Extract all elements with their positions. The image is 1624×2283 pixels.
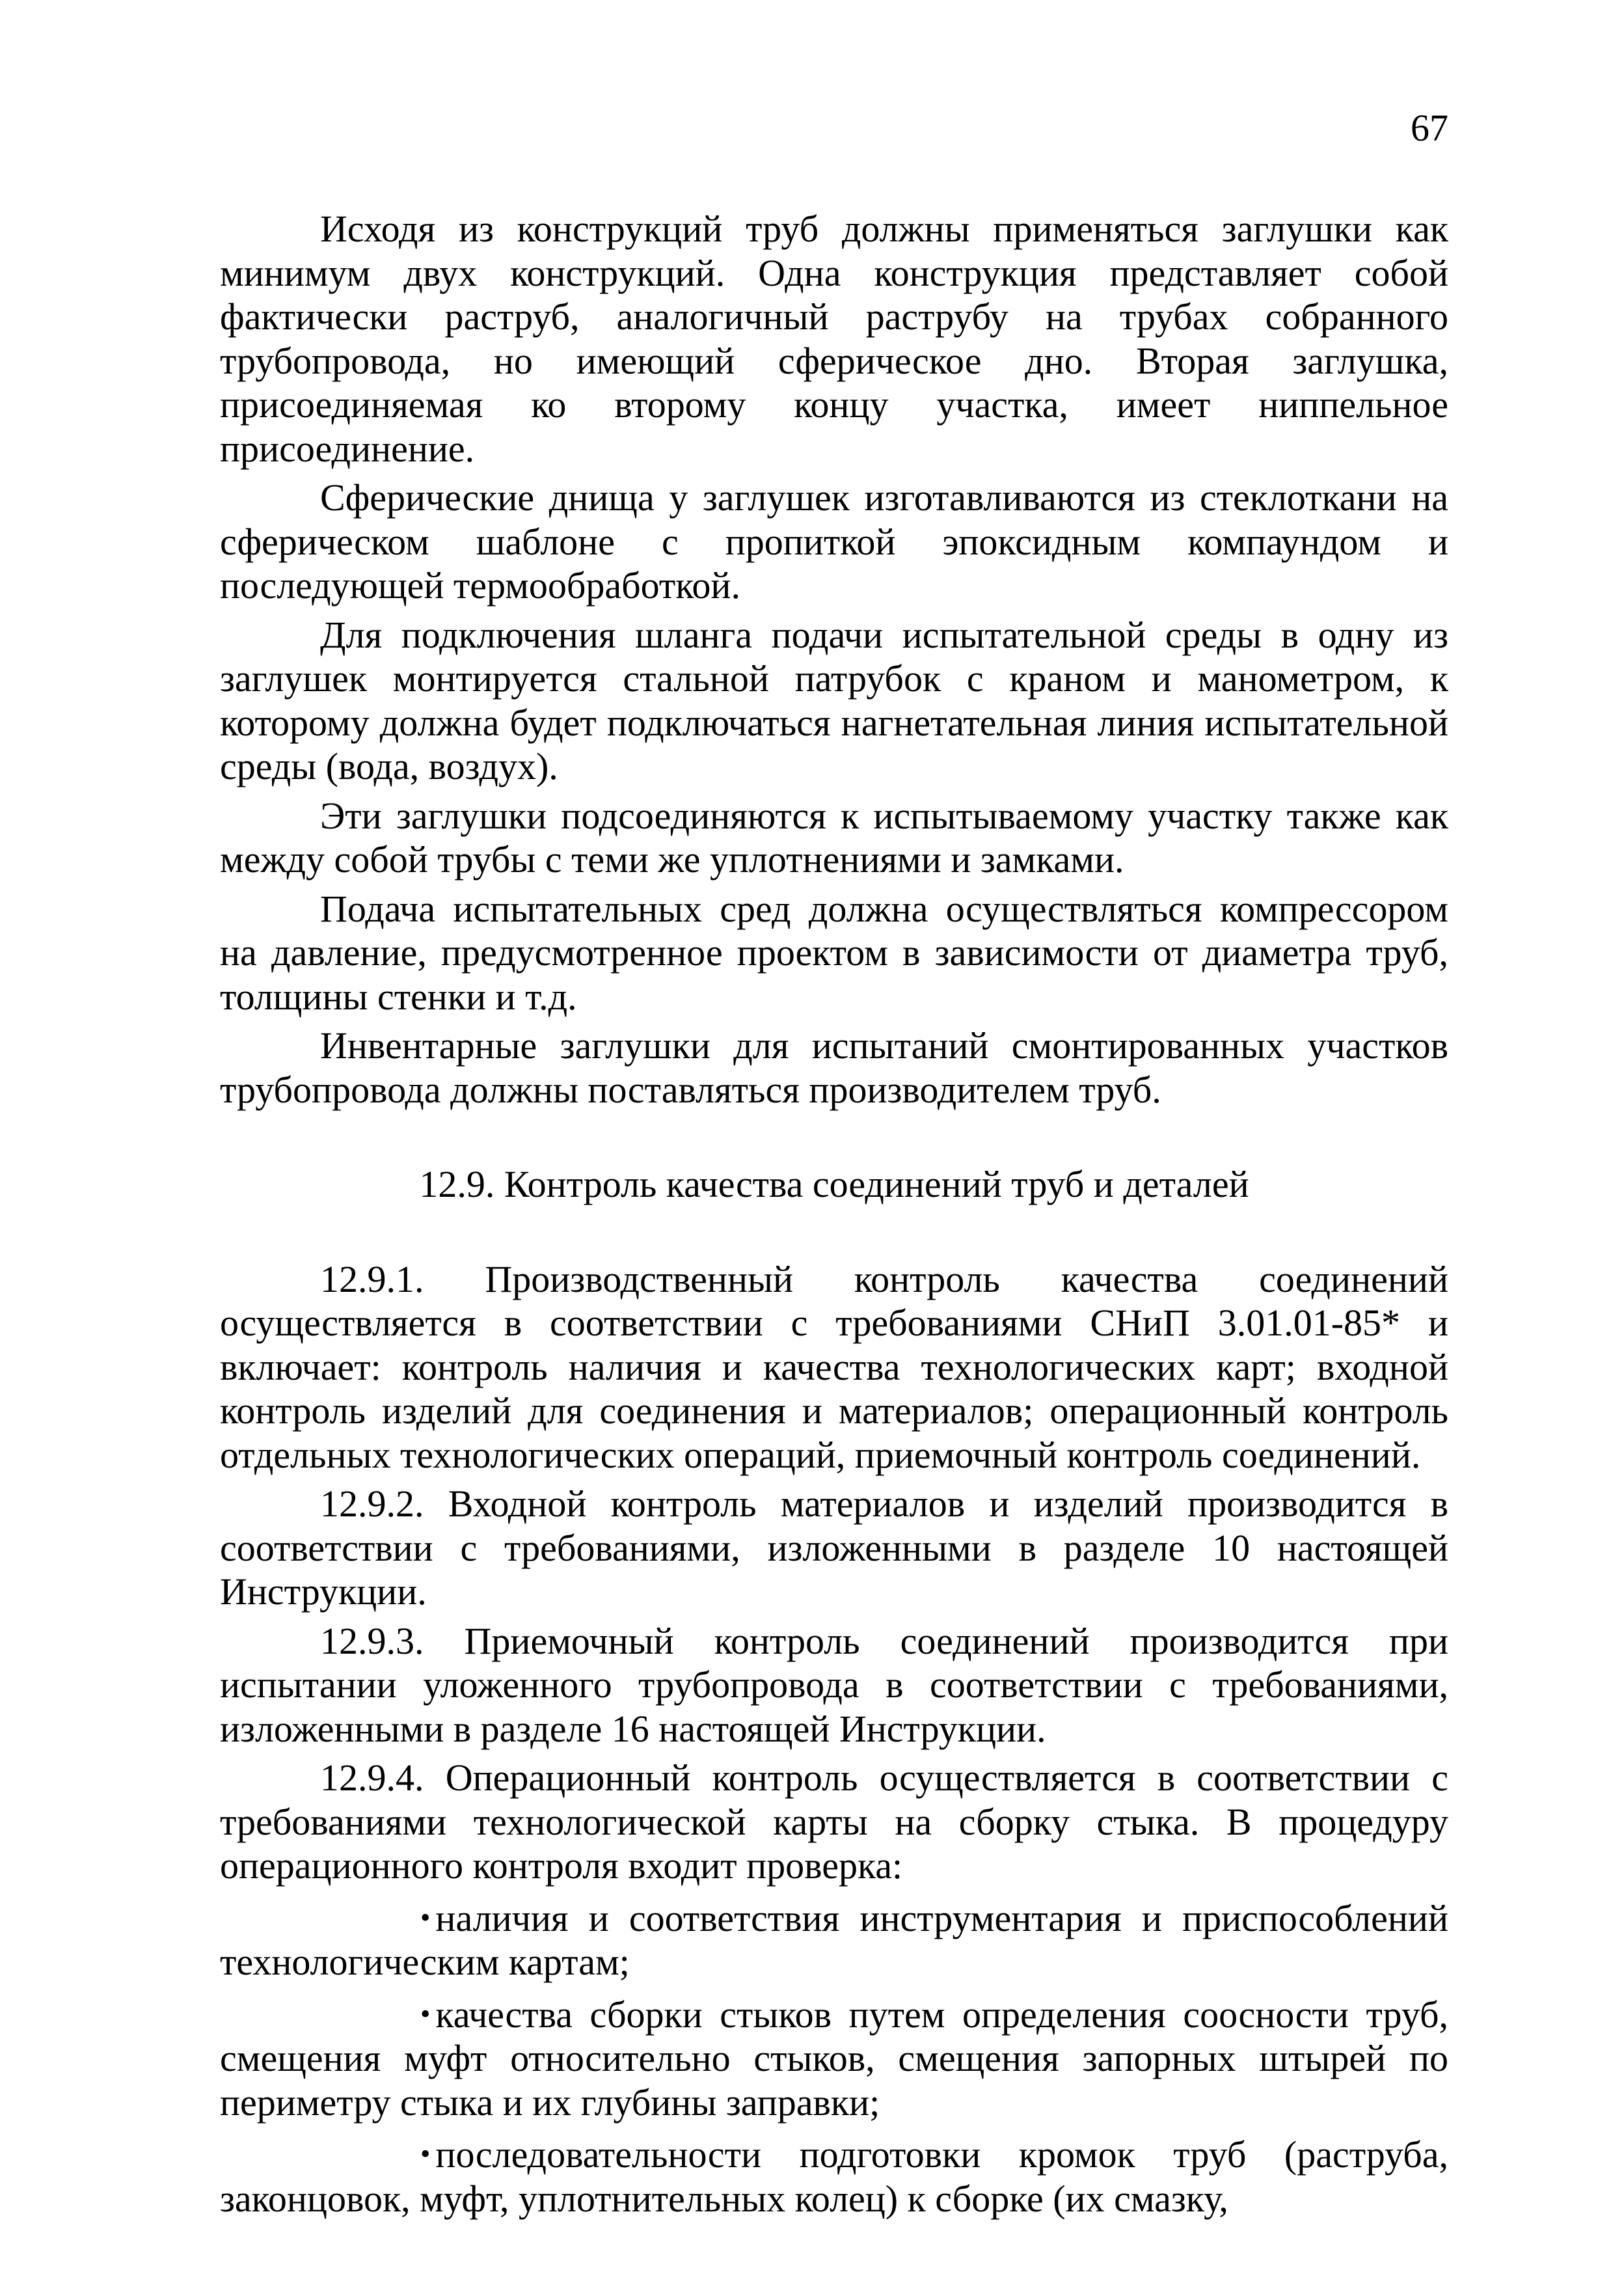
paragraph-spherical-bottoms: Сферические днища у заглушек изготавливаются из стеклоткани на сферическом шаблоне с пропиткой эпоксидным компаундом и последующей термообработкой. [220,476,1448,607]
bullet-icon: • [420,2138,431,2170]
bullet-icon: • [420,1901,431,1934]
paragraph-12-9-3: 12.9.3. Приемочный контроль соединений производится при испытании уложенного трубопровода в соответствии с требованиями, изложенными в разделе 16 настоящей Инструкции. [220,1619,1448,1750]
list-item-text: последовательности подготовки кромок труб (раструба, законцовок, муфт, уплотнительных колец) к сборке (их смазку, [220,2133,1448,2220]
paragraph-inventory-plugs: Инвентарные заглушки для испытаний смонтированных участков трубопровода должны поставляться производителем труб. [220,1024,1448,1111]
paragraph-12-9-4: 12.9.4. Операционный контроль осуществляется в соответствии с требованиями технологической карты на сборку стыка. В процедуру операционного контроля входит проверка: [220,1757,1448,1887]
paragraph-12-9-2: 12.9.2. Входной контроль материалов и изделий производится в соответствии с требованиями, изложенными в разделе 10 настоящей Инструкции. [220,1483,1448,1613]
page-number: 67 [1411,107,1448,149]
paragraph-plugs-design: Исходя из конструкций труб должны применяться заглушки как минимум двух конструкций. Одна конструкция представляет собой фактически раструб, аналогичный раструбу на трубах собранного трубопровода, но имеющий сферическое дно. Вторая заглушка, присоединяемая ко второму концу участка, имеет ниппельное присоединение. [220,208,1448,470]
list-item-text: наличия и соответствия инструментария и приспособлений технологическим картам; [220,1896,1448,1983]
paragraph-hose-connection: Для подключения шланга подачи испытательной среды в одну из заглушек монтируется стальной патрубок с краном и манометром, к которому должна будет подключаться нагнетательная линия испытательной среды (вода, воздух). [220,613,1448,787]
list-item [220,1992,1448,2125]
list-item [220,2132,1448,2221]
paragraph-plugs-connection: Эти заглушки подсоединяются к испытываемому участку также как между собой трубы с теми же уплотнениями и замками. [220,794,1448,881]
list-item-text: качества сборки стыков путем определения соосности труб, смещения муфт относительно стыков, смещения запорных штырей по периметру стыка и их глубины заправки; [220,1993,1448,2124]
paragraph-test-media-supply: Подача испытательных сред должна осуществляться компрессором на давление, предусмотренное проектом в зависимости от диаметра труб, толщины стенки и т.д. [220,887,1448,1018]
bullet-icon: • [420,1997,431,2030]
list-item [220,1896,1448,1984]
paragraph-12-9-1: 12.9.1. Производственный контроль качества соединений осуществляется в соответствии с требованиями СНиП 3.01.01-85* и включает: контроль наличия и качества технологических карт; входной контроль изделий для соединения и материалов; операционный контроль отдельных технологических операций, приемочный контроль соединений. [220,1257,1448,1476]
document-body [220,207,1448,2221]
section-heading: 12.9. Контроль качества соединений труб и деталей [419,1163,1249,1205]
